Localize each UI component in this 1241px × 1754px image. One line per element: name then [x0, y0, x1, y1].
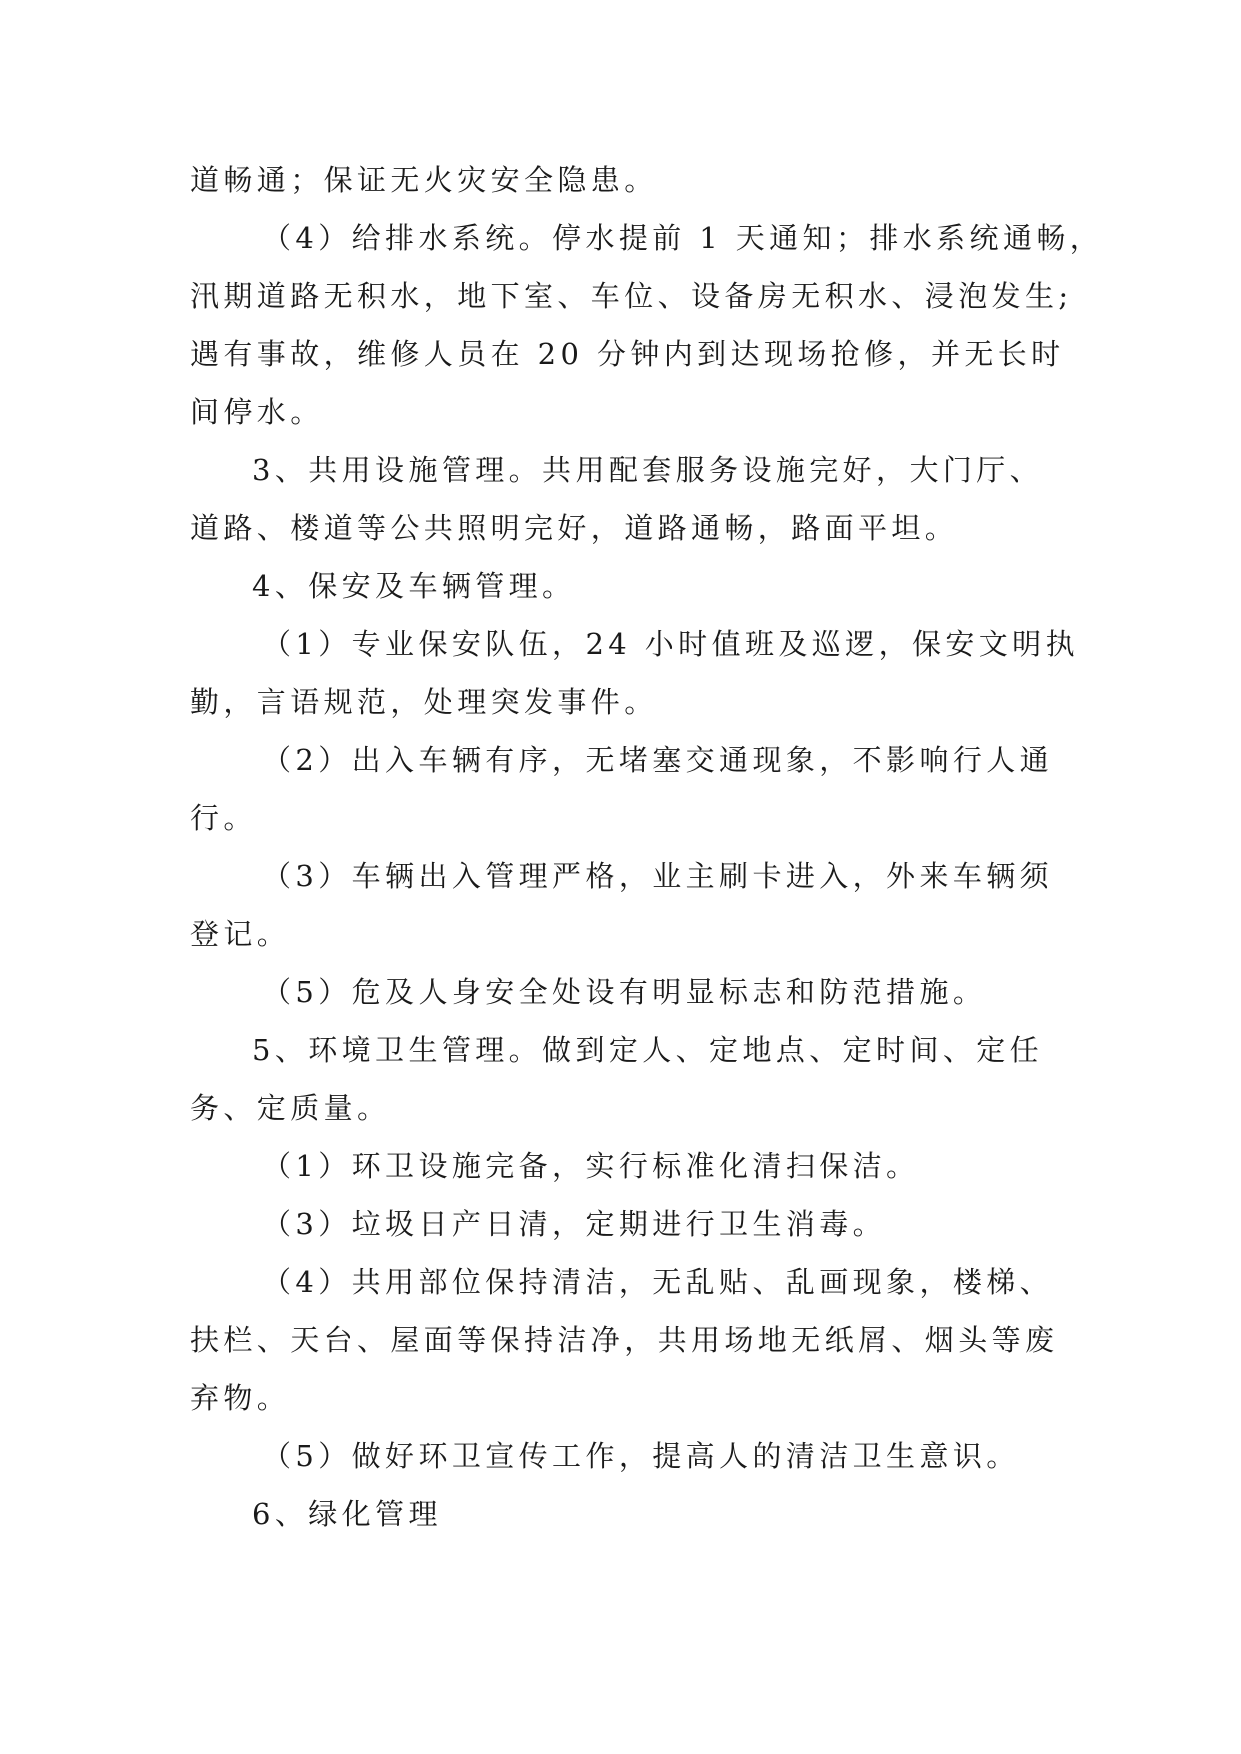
text-line: （1）环卫设施完备，实行标准化清扫保洁。 — [262, 1149, 920, 1183]
text-line: 间停水。 — [190, 395, 324, 429]
text-line: 汛期道路无积水，地下室、车位、设备房无积水、浸泡发生; — [190, 279, 1073, 313]
text-line: （4）共用部位保持清洁，无乱贴、乱画现象，楼梯、 — [262, 1265, 1054, 1299]
text-line: 道路、楼道等公共照明完好，道路通畅，路面平坦。 — [190, 511, 959, 545]
text-line: 勤，言语规范，处理突发事件。 — [190, 685, 658, 719]
text-line: 务、定质量。 — [190, 1091, 391, 1125]
text-line: （3）垃圾日产日清，定期进行卫生消毒。 — [262, 1207, 887, 1241]
text-line: （2）出入车辆有序，无堵塞交通现象，不影响行人通 — [262, 743, 1054, 777]
text-line: 5、环境卫生管理。做到定人、定地点、定时间、定任 — [252, 1033, 1044, 1067]
text-line: 行。 — [190, 801, 257, 835]
text-line: 3、共用设施管理。共用配套服务设施完好，大门厅、 — [252, 453, 1044, 487]
text-line: 道畅通；保证无火灾安全隐患。 — [190, 163, 658, 197]
text-line: 4、保安及车辆管理。 — [252, 569, 576, 603]
text-line: 6、绿化管理 — [252, 1497, 442, 1531]
text-line: （3）车辆出入管理严格，业主刷卡进入，外来车辆须 — [262, 859, 1054, 893]
text-line: 弃物。 — [190, 1381, 291, 1415]
text-line: 扶栏、天台、屋面等保持洁净，共用场地无纸屑、烟头等废 — [190, 1323, 1059, 1357]
text-line: 遇有事故，维修人员在 20 分钟内到达现场抢修，并无长时 — [190, 337, 1065, 371]
text-line: （1）专业保安队伍，24 小时值班及巡逻，保安文明执 — [262, 627, 1079, 661]
text-line: （5）做好环卫宣传工作，提高人的清洁卫生意识。 — [262, 1439, 1020, 1473]
text-line: （5）危及人身安全处设有明显标志和防范措施。 — [262, 975, 987, 1009]
text-line: 登记。 — [190, 917, 291, 951]
text-line: （4）给排水系统。停水提前 1 天通知；排水系统通畅， — [262, 221, 1104, 255]
